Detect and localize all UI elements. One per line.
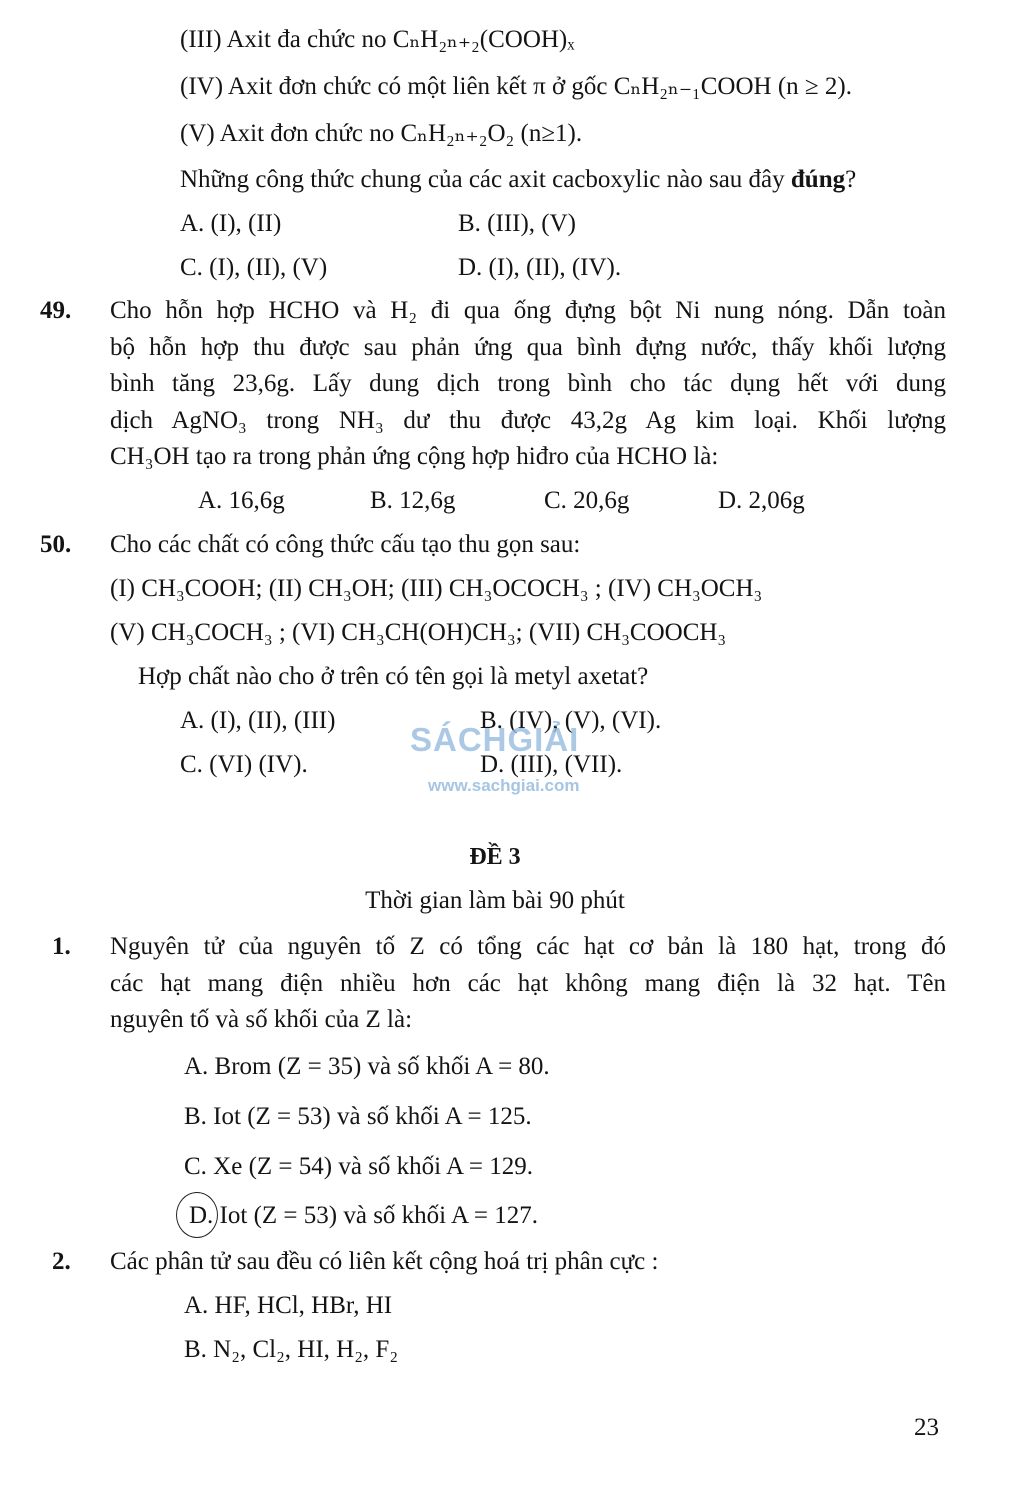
watermark-url: www.sachgiai.com [428, 776, 580, 795]
question-49-line: Cho hỗn hợp HCHO và H₂ đi qua ống đựng bột Ni nung nóng. Dẫn toàn [110, 297, 946, 324]
formula-iii: (III) Axit đa chức no CₙH₂ₙ₊₂(COOH)ₓ [180, 26, 575, 53]
question-50-line: (V) CH₃COCH₃ ; (VI) CH₃CH(OH)CH₃; (VII) CH₃COOCH₃ [110, 619, 727, 646]
question-1-number: 1. [52, 933, 71, 960]
question-49-line: bộ hỗn hợp thu được sau phản ứng qua bình đựng nước, thấy khối lượng [110, 334, 946, 361]
q50-option-c: C. (VI) (IV). [180, 751, 308, 778]
q2-option-b: B. N₂, Cl₂, HI, H₂, F₂ [184, 1336, 399, 1363]
question-2-line: Các phân tử sau đều có liên kết cộng hoá trị phân cực : [110, 1248, 659, 1275]
question-48-prompt-text: Những công thức chung của các axit cacboxylic nào sau đây [180, 166, 791, 193]
q48-option-b: B. (III), (V) [458, 210, 577, 237]
q50-option-b: B. (IV), (V), (VI). [480, 707, 662, 734]
question-50-line: (I) CH₃COOH; (II) CH₃OH; (III) CH₃OCOCH₃ ; (IV) CH₃OCH₃ [110, 575, 763, 602]
q50-option-d: D. (III), (VII). [480, 751, 623, 778]
q2-option-a: A. HF, HCl, HBr, HI [184, 1292, 393, 1319]
formula-v: (V) Axit đơn chức no CₙH₂ₙ₊₂O₂ (n≥1). [180, 120, 583, 147]
question-49-number: 49. [40, 297, 72, 324]
section-subtitle: Thời gian làm bài 90 phút [365, 887, 625, 914]
question-49-line: dịch AgNO₃ trong NH₃ dư thu được 43,2g Ag kim loại. Khối lượng [110, 407, 946, 434]
question-2-number: 2. [52, 1248, 71, 1275]
q50-option-a: A. (I), (II), (III) [180, 707, 336, 734]
q1-option-c: C. Xe (Z = 54) và số khối A = 129. [184, 1153, 534, 1180]
q49-option-b: B. 12,6g [370, 487, 456, 514]
q48-option-a: A. (I), (II) [180, 210, 282, 237]
section-title: ĐỀ 3 [469, 844, 521, 870]
q1-option-b: B. Iot (Z = 53) và số khối A = 125. [184, 1103, 532, 1130]
q48-option-c: C. (I), (II), (V) [180, 254, 328, 281]
question-1-line: các hạt mang điện nhiều hơn các hạt không mang điện là 32 hạt. Tên [110, 970, 946, 997]
q1-option-a: A. Brom (Z = 35) và số khối A = 80. [184, 1053, 550, 1080]
question-50-number: 50. [40, 531, 72, 558]
watermark-logo: SÁCHGIẢI [410, 721, 580, 758]
q49-option-d: D. 2,06g [718, 487, 805, 514]
question-48-prompt [180, 165, 856, 195]
question-1-line: Nguyên tử của nguyên tố Z có tổng các hạt cơ bản là 180 hạt, trong đó [110, 933, 946, 960]
q49-option-c: C. 20,6g [544, 487, 630, 514]
formula-iv: (IV) Axit đơn chức có một liên kết π ở gốc CₙH₂ₙ₋₁COOH (n ≥ 2). [180, 73, 852, 100]
q49-option-a: A. 16,6g [198, 487, 285, 514]
question-1-line: nguyên tố và số khối của Z là: [110, 1006, 413, 1033]
question-50-prompt: Hợp chất nào cho ở trên có tên gọi là metyl axetat? [138, 663, 649, 690]
q1-option-d: D. Iot (Z = 53) và số khối A = 127. [189, 1202, 539, 1229]
q48-option-d: D. (I), (II), (IV). [458, 254, 622, 281]
question-48-mark: ? [845, 166, 857, 193]
page-number: 23 [914, 1414, 939, 1441]
question-48-emphasis: đúng [790, 166, 846, 193]
question-50-line: Cho các chất có công thức cấu tạo thu gọn sau: [110, 531, 581, 558]
question-49-line: bình tăng 23,6g. Lấy dung dịch trong bình cho tác dụng hết với dung [110, 370, 946, 397]
question-49-line: CH₃OH tạo ra trong phản ứng cộng hợp hiđro của HCHO là: [110, 443, 719, 470]
